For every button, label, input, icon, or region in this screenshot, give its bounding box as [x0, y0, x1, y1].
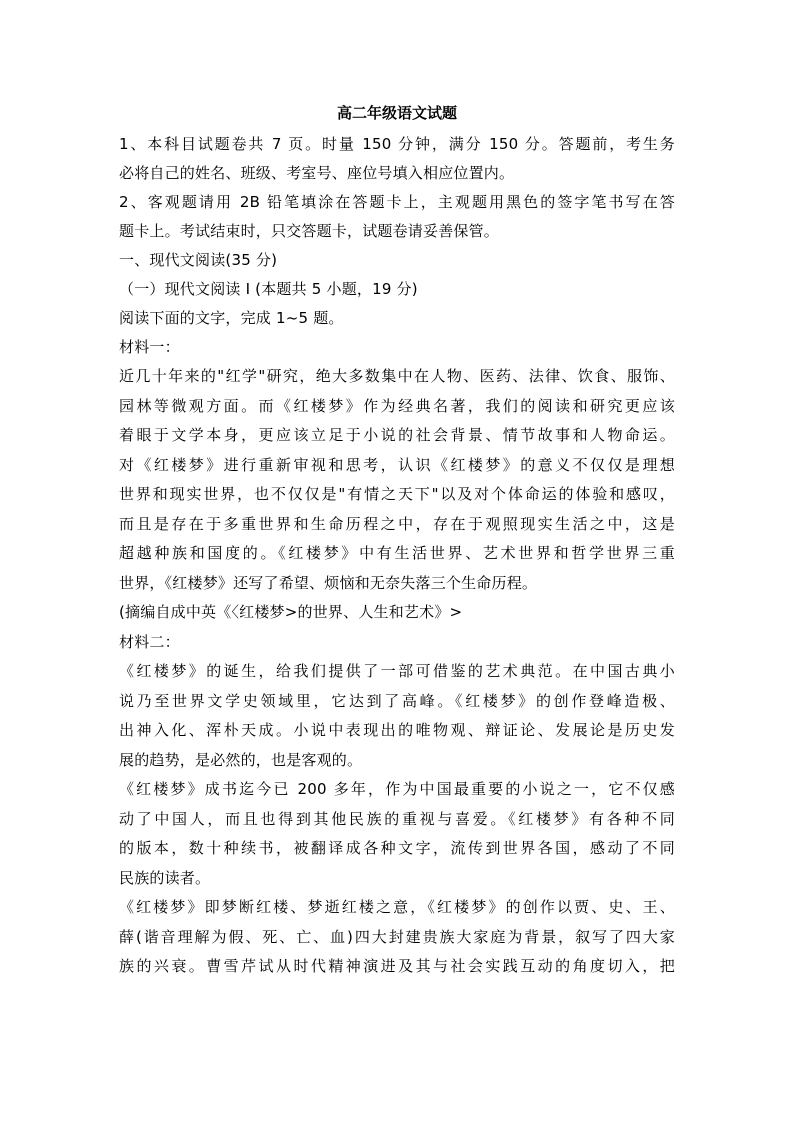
passage-line: 薛(谐音理解为假、死、亡、血)四大封建贵族大家庭为背景，叙写了四大家 [119, 927, 675, 946]
passage-line: 《红楼梦》成书迄今已 200 多年，作为中国最重要的小说之一，它不仅感 [119, 780, 675, 798]
section-heading: 一、现代文阅读(35 分) [119, 251, 278, 269]
exam-body [119, 130, 675, 982]
material-label: 材料二： [119, 632, 180, 651]
material-label: 材料一： [119, 338, 180, 356]
instruction-line: 题卡上。考试结束时，只交答题卡，试题卷请妥善保管。 [119, 222, 500, 240]
instruction-line: 必将自己的姓名、班级、考室号、座位号填入相应位置内。 [119, 164, 515, 182]
page-title: 高二年级语文试题 [336, 104, 457, 122]
instruction-line: 2、客观题请用 2B 铅笔填涂在答题卡上，主观题用黑色的签字笔书写在答 [119, 193, 675, 211]
passage-line: 近几十年来的"红学"研究，绝大多数集中在人物、医药、法律、饮食、服饰、 [119, 367, 675, 385]
passage-line: 世界和现实世界，也不仅仅是"有情之天下"以及对个体命运的体验和感叹， [119, 485, 675, 503]
passage-line: 说乃至世界文学史领域里，它达到了高峰。《红楼梦》的创作登峰造极、 [119, 691, 675, 710]
passage-line: 民族的读者。 [119, 868, 211, 887]
passage-line: 着眼于文学本身，更应该立足于小说的社会背景、情节故事和人物命运。 [119, 426, 675, 444]
passage-line: 展的趋势，是必然的，也是客观的。 [119, 750, 363, 769]
passage-line: 动了中国人，而且也得到其他民族的重视与喜爱。《红楼梦》有各种不同 [119, 809, 675, 828]
passage-line: 对《红楼梦》进行重新审视和思考，认识《红楼梦》的意义不仅仅是理想 [119, 455, 675, 474]
passage-line: 《红楼梦》的诞生，给我们提供了一部可借鉴的艺术典范。在中国古典小 [119, 662, 675, 680]
passage-line: 而且是存在于多重世界和生命历程之中，存在于观照现实生活之中，这是 [119, 514, 675, 533]
passage-line: 园林等微观方面。而《红楼梦》作为经典名著，我们的阅读和研究更应该 [119, 396, 675, 415]
source-citation: (摘编自成中英《〈红楼梦>的世界、人生和艺术》> [119, 603, 463, 621]
passage-line: 超越种族和国度的。《红楼梦》中有生活世界、艺术世界和哲学世界三重 [119, 544, 675, 562]
passage-line: 世界，《红楼梦》还写了希望、烦恼和无奈失落三个生命历程。 [119, 573, 538, 592]
passage-line: 出神入化、浑朴天成。小说中表现出的唯物观、辩证论、发展论是历史发 [119, 721, 675, 739]
passage-line: 的版本，数十种续书，被翻译成各种文字，流传到世界各国，感动了不同 [119, 839, 675, 857]
passage-line: 族的兴衰。曹雪芹试从时代精神演进及其与社会实践互动的角度切入，把 [119, 957, 675, 975]
subsection-heading: （一）现代文阅读 I (本题共 5 小题，19 分) [119, 280, 418, 298]
passage-line: 《红楼梦》即梦断红楼、梦逝红楼之意，《红楼梦》的创作以贾、史、王、 [119, 898, 675, 916]
reading-instruction: 阅读下面的文字，完成 1~5 题。 [119, 309, 344, 327]
instruction-line: 1、本科目试题卷共 7 页。时量 150 分钟，满分 150 分。答题前，考生务 [119, 135, 675, 153]
